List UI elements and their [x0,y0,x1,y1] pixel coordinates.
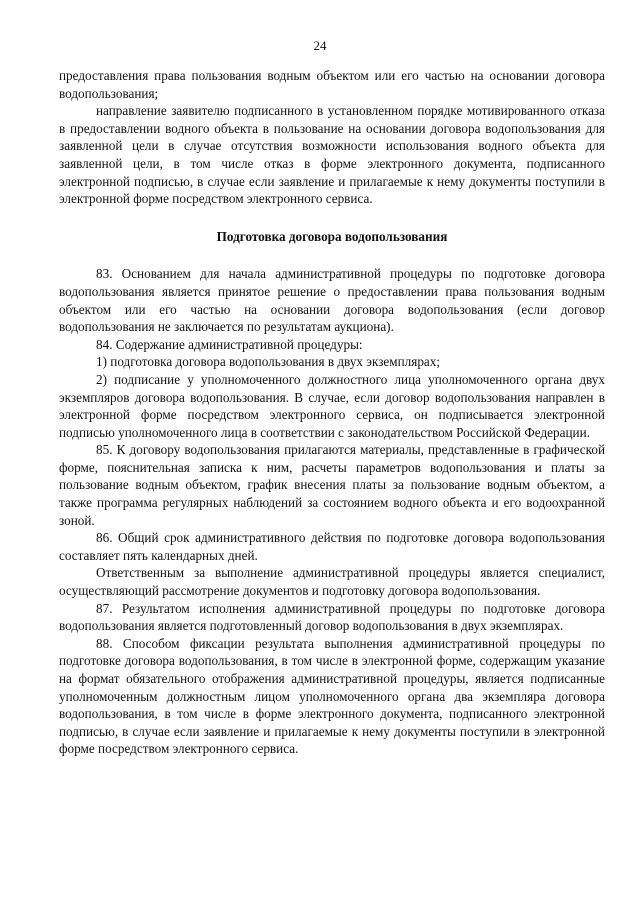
document-body [59,67,605,758]
paragraph-85: 85. К договору водопользования прилагаются материалы, представленные в графической форме, пояснительная записка к ним, расчеты параметров водопользования и платы за пользование водным объектом, график внесения платы за пользование водным объектом, а также программа регулярных наблюдений за состоянием водного объекта и его водоохранной зоной. [59,442,605,528]
paragraph-84-item-1: 1) подготовка договора водопользования в двух экземплярах; [96,354,441,370]
paragraph-84: 84. Содержание административной процедуры: [96,336,363,352]
page-number: 24 [313,38,327,53]
paragraph-84-item-2: 2) подписание у уполномоченного должностного лица уполномоченного органа двух экземпляров договора водопользования. В случае, если договор водопользования направлен в электронной форме посредством электронного сервиса, он подписывается электронной подписью уполномоченного лица в соответствии с законодательством Российской Федерации. [59,371,605,440]
paragraph-87: 87. Результатом исполнения административной процедуры по подготовке договора водопользования является подготовленный договор водопользования в двух экземплярах. [59,600,605,634]
paragraph-86: 86. Общий срок административного действия по подготовке договора водопользования составляет пять календарных дней. [59,530,605,563]
paragraph-responsible: Ответственным за выполнение административной процедуры является специалист, осуществляющий рассмотрение документов и подготовку договора водопользования. [59,565,605,599]
paragraph-88: 88. Способом фиксации результата выполнения административной процедуры по подготовке договора водопользования, в том числе в электронной форме, содержащим указание на формат обязательного отображения административной процедуры, является подписанные уполномоченным должностным лицом уполномоченного органа два экземпляра договора водопользования, в том числе в форме электронного документа, подписанного электронной подписью, в случае если заявление и прилагаемые к нему документы поступили в электронной форме посредством электронного сервиса. [59,635,605,757]
paragraph-refusal-direction: направление заявителю подписанного в установленном порядке мотивированного отказа в предоставлении водного объекта в пользование на основании договора водопользования для заявленной цели в случае отсутствия возможности использования водного объекта для заявленной цели, в том числе отказ в форме электронного документа, подписанного электронной подписью, в случае если заявление и прилагаемые к нему документы поступили в электронной форме посредством электронного сервиса. [59,103,605,207]
paragraph-continuation: предоставления права пользования водным объектом или его частью на основании договора водопользования; [59,68,605,101]
section-heading: Подготовка договора водопользования [216,228,448,244]
paragraph-83: 83. Основанием для начала административной процедуры по подготовке договора водопользования является принятое решение о предоставлении права пользования водным объектом или его частью на основании договора водопользования (если договор водопользования не заключается по результатам аукциона). [59,266,605,335]
